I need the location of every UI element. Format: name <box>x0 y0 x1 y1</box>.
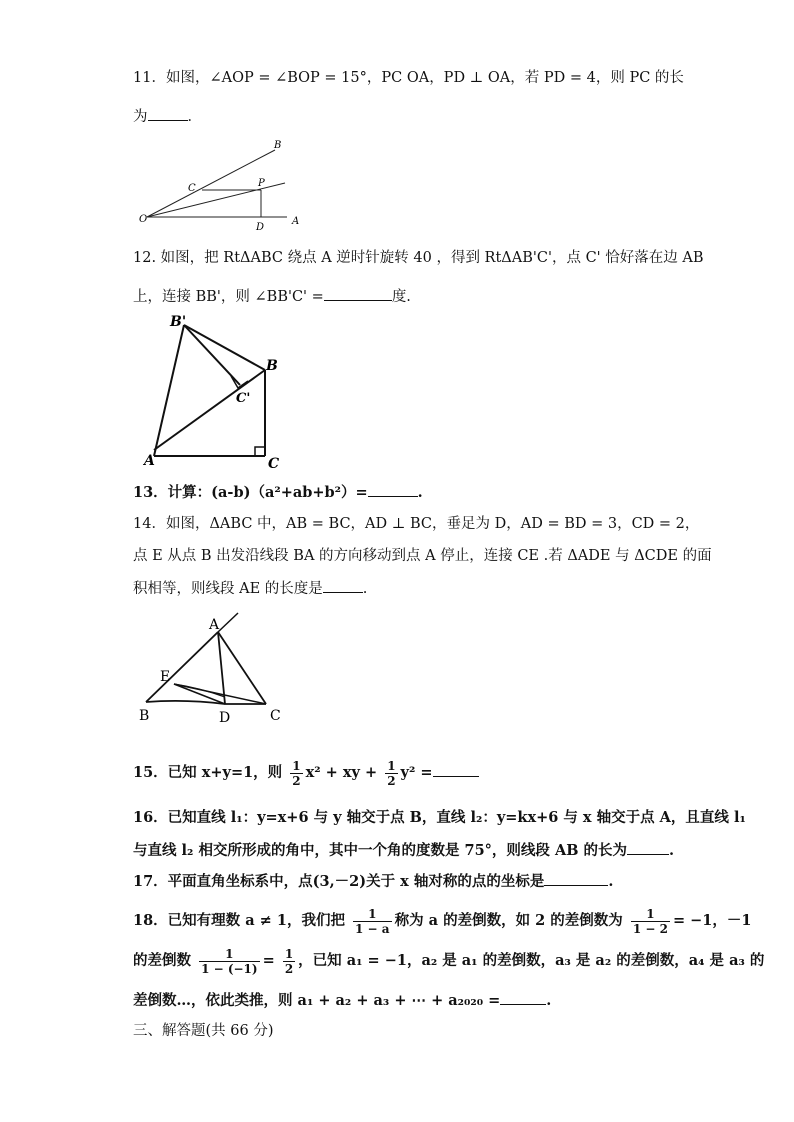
q18-l2-c: ，已知 a₁ = −1，a₂ 是 a₁ 的差倒数，a₃ 是 a₂ 的差倒数，a₄ 是 a₃ 的 <box>298 952 765 969</box>
q11-label-p: P <box>258 178 265 189</box>
q18-l3-prefix: 差倒数…，依此类推，则 a₁ + a₂ + a₃ + ⋯ + a₂₀₂₀ = <box>133 992 501 1009</box>
q12-label-b: B <box>266 358 278 374</box>
q12-label-c: C <box>268 456 280 472</box>
q18-l2-frac-num: 1 <box>199 947 260 962</box>
q14-segment-bc <box>146 701 266 704</box>
q18-line1 <box>133 904 751 938</box>
q15-line <box>133 758 479 788</box>
q14-line3-suffix: . <box>362 581 368 597</box>
q18-l2-b: = <box>262 952 275 969</box>
q17-line <box>133 871 613 892</box>
q11-label-o: O <box>139 214 148 225</box>
q18-l2-frac2-num: 1 <box>284 946 294 961</box>
q18-l1-b: 称为 a 的差倒数，如 2 的差倒数为 <box>394 912 623 929</box>
q12-line2 <box>133 286 411 307</box>
q11-line2-suffix: ． <box>187 109 202 125</box>
q18-l2-frac <box>199 947 260 976</box>
q15-frac1-num: 1 <box>292 758 301 773</box>
q18-l1-a: 18．已知有理数 a ≠ 1，我们把 <box>133 912 345 929</box>
q14-label-c: C <box>270 708 281 724</box>
q18-l1-frac2-den: 1 − 2 <box>632 921 668 936</box>
q11-line1: 11．如图，∠AOP = ∠BOP = 15°，PC OA，PD ⊥ OA，若 PD = 4，则 PC 的长 <box>133 70 684 86</box>
q12-label-bprime: B' <box>170 314 187 330</box>
q18-line3 <box>133 990 551 1011</box>
q12-segment-ab-prime <box>154 325 184 456</box>
q11-line2 <box>133 106 202 127</box>
q18-l1-frac-den: 1 − a <box>355 921 390 936</box>
q11-label-a: A <box>292 216 300 227</box>
q18-l1-c: = −1，－1 <box>672 912 752 929</box>
q18-l2-frac2-den: 2 <box>284 961 294 976</box>
q14-segment-ac <box>218 632 266 704</box>
q18-l1-frac2 <box>631 907 670 936</box>
q18-l1-frac2-num: 1 <box>631 907 670 922</box>
q14-line2: 点 E 从点 B 出发沿线段 BA 的方向移动到点 A 停止，连接 CE .若 ΔADE 与 ΔCDE 的面 <box>133 548 712 564</box>
q15-mid: x² + xy + <box>305 764 378 781</box>
q11-line2-prefix: 为 <box>133 109 148 125</box>
q12-label-a: A <box>144 453 155 469</box>
q18-l3-suffix: . <box>546 992 552 1009</box>
q14-label-e: E <box>160 669 171 685</box>
q11-figure <box>135 140 315 235</box>
q14-line3-prefix: 积相等，则线段 AE 的长度是 <box>133 581 323 597</box>
q14-answer-blank[interactable] <box>323 578 363 593</box>
q15-frac1 <box>290 759 302 788</box>
q17-suffix: . <box>608 873 614 890</box>
q16-line2 <box>133 840 674 861</box>
q17-answer-blank[interactable] <box>544 871 608 886</box>
q12-line2-suffix: 度. <box>391 289 411 305</box>
q18-l1-frac-num: 1 <box>353 907 392 922</box>
q14-label-d: D <box>219 710 231 726</box>
q14-figure <box>138 605 298 725</box>
q18-l2-frac-den: 1 − (−1) <box>201 961 258 976</box>
q12-answer-blank[interactable] <box>324 286 392 301</box>
q16-answer-blank[interactable] <box>627 840 669 855</box>
q18-answer-blank[interactable] <box>500 990 546 1005</box>
q14-segment-a-extension <box>218 613 238 632</box>
q11-ray-ob <box>147 150 275 217</box>
q15-frac1-den: 2 <box>292 773 301 788</box>
q14-line3 <box>133 578 367 599</box>
q14-label-b: B <box>139 708 150 724</box>
q12-line1: 12. 如图，把 RtΔABC 绕点 A 逆时针旋转 40 ，得到 RtΔAB'C'，点 C' 恰好落在边 AB <box>133 250 704 266</box>
q18-l2-frac2 <box>283 947 295 976</box>
q18-l1-frac <box>353 907 392 936</box>
q16-line2-suffix: . <box>669 842 675 859</box>
q14-label-a: A <box>209 617 220 633</box>
q16-line1: 16．已知直线 l₁：y=x+6 与 y 轴交于点 B，直线 l₂：y=kx+6 与 x 轴交于点 A，且直线 l₁ <box>133 809 746 826</box>
q15-prefix: 15．已知 x+y=1，则 <box>133 764 283 781</box>
q11-answer-blank[interactable] <box>148 106 188 121</box>
q13-line <box>133 482 423 503</box>
q11-label-b: B <box>274 140 282 151</box>
q18-l2-a: 的差倒数 <box>133 952 191 969</box>
q15-end: y² = <box>400 764 433 781</box>
q15-answer-blank[interactable] <box>433 762 479 777</box>
q13-suffix: . <box>417 484 423 501</box>
section3-heading: 三、解答题(共 66 分) <box>133 1023 274 1039</box>
q16-line2-prefix: 与直线 l₂ 相交所形成的角中，其中一个角的度数是 75°，则线段 AB 的长为 <box>133 842 628 859</box>
q12-label-cprime: C' <box>236 391 251 406</box>
q15-frac2-num: 1 <box>387 758 396 773</box>
q12-right-angle-c <box>255 447 265 456</box>
q18-line2 <box>133 944 764 978</box>
q13-answer-blank[interactable] <box>368 482 418 497</box>
q13-prefix: 13．计算：(a-b)（a²+ab+b²）= <box>133 484 368 501</box>
q11-label-c: C <box>188 183 196 194</box>
q11-label-d: D <box>256 222 265 233</box>
q15-frac2-den: 2 <box>387 773 396 788</box>
q12-line2-prefix: 上，连接 BB'，则 ∠BB'C' = <box>133 289 324 305</box>
q17-prefix: 17．平面直角坐标系中，点(3,－2)关于 x 轴对称的点的坐标是 <box>133 873 545 890</box>
q14-line1: 14．如图，ΔABC 中，AB = BC，AD ⊥ BC，垂足为 D，AD = BD = 3，CD = 2， <box>133 516 700 532</box>
q12-figure <box>140 310 290 475</box>
q12-segment-bb-prime <box>184 325 265 370</box>
q15-frac2 <box>385 759 397 788</box>
